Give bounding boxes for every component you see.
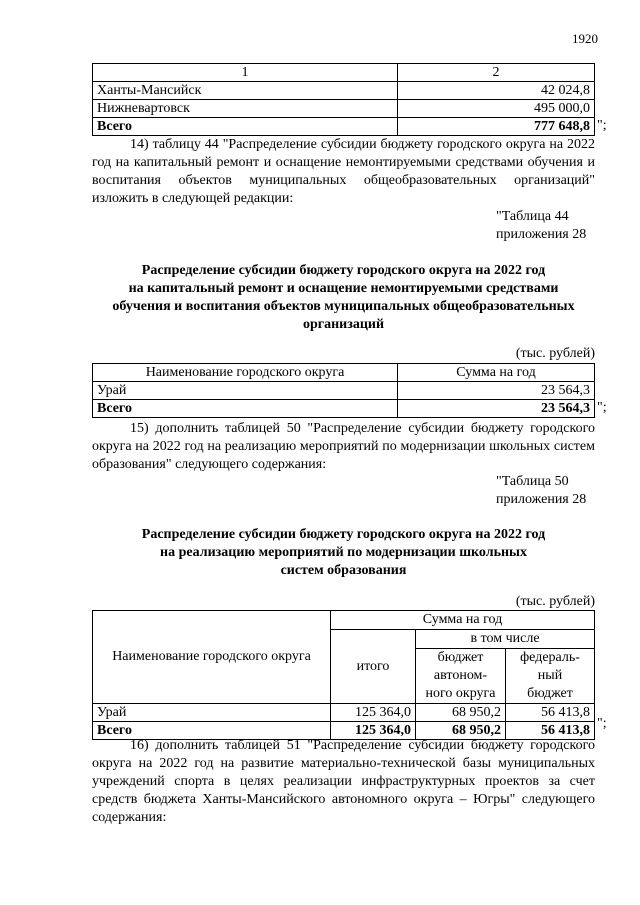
table-total-row [93,118,595,136]
header-line: бюджет [437,650,484,665]
amount-cell: 42 024,8 [398,82,595,100]
city-name-cell: Урай [93,704,331,722]
total-amount-cell: 777 648,8 [398,118,595,136]
header-cell: итого [331,630,416,704]
table-total-row [93,400,595,418]
paragraph-item-14: 14) таблицу 44 "Распределение субсидии бюджету городского округа на 2022 год на капитальный ремонт и оснащение немонтируемыми средствами обучения и воспитания объектов муниципальных общеобразовательных организаций" изложить в следующей редакции: [92,137,595,206]
table-reference-line: "Таблица 50 [496,474,569,489]
header-line: бюджет [527,686,573,701]
table-allocation-previous [92,63,595,136]
amount-cell: 125 364,0 [331,704,416,722]
table-reference-line: приложения 28 [496,492,587,507]
paragraph-item-16: 16) дополнить таблицей 51 "Распределение субсидии бюджету городского округа на 2022 год на развитие материально-технической базы муниципальных учреждений спорта в целях реализации инфраструктурных проектов за счет средств бюджета Ханты-Мансийского автономного округа – Югры" следующего содержания: [92,738,595,825]
closing-quote: "; [597,118,607,133]
heading-line: систем образования [280,563,407,578]
amount-cell: 56 413,8 [506,704,595,722]
closing-quote: "; [597,400,607,415]
table-header-row [93,611,595,630]
amount-cell: 23 564,3 [398,382,595,400]
units-label: (тыс. рублей) [515,594,595,609]
total-amount-cell: 125 364,0 [331,722,416,740]
header-line: ного округа [425,686,496,701]
total-label-cell: Всего [93,400,398,418]
city-name-cell: Урай [93,382,398,400]
heading-line: на капитальный ремонт и оснащение немонтируемыми средствами [128,281,559,296]
amount-cell: 68 950,2 [416,704,506,722]
city-name-cell: Ханты-Мансийск [93,82,398,100]
page-number: 1920 [572,31,598,46]
heading-line: на реализацию мероприятий по модернизации школьных [160,545,527,560]
total-amount-cell: 68 950,2 [416,722,506,740]
table-header-row [93,364,595,382]
table-44 [92,363,595,418]
header-cell: 2 [398,64,595,82]
heading-line: обучения и воспитания объектов муниципальных общеобразовательных [112,299,575,314]
header-cell: Наименование городского округа [93,364,398,382]
paragraph-item-15: 15) дополнить таблицей 50 "Распределение субсидии бюджету городского округа на 2022 год на реализацию мероприятий по модернизации школьных систем образования" следующего содержания: [92,421,595,472]
units-label: (тыс. рублей) [515,346,595,361]
table-reference-line: приложения 28 [496,227,587,242]
total-amount-cell: 23 564,3 [398,400,595,418]
table-row [93,704,595,722]
header-cell: в том числе [416,630,595,649]
table-row [93,100,595,118]
total-label-cell: Всего [93,118,398,136]
total-amount-cell: 56 413,8 [506,722,595,740]
header-cell: 1 [93,64,398,82]
table-reference-line: "Таблица 44 [496,209,569,224]
table-header-row [93,64,595,82]
total-label-cell: Всего [93,722,331,740]
header-cell [416,649,506,704]
header-cell: Сумма на год [331,611,595,630]
header-cell: Сумма на год [398,364,595,382]
header-line: ный [537,668,563,683]
heading-line: Распределение субсидии бюджету городского округа на 2022 год [141,527,546,542]
header-cell [506,649,595,704]
closing-quote: "; [597,716,607,731]
city-name-cell: Нижневартовск [93,100,398,118]
table-row [93,382,595,400]
header-line: автоном- [433,668,488,683]
table-heading [92,526,595,580]
header-cell: Наименование городского округа [93,611,331,704]
table-heading [92,262,595,334]
heading-line: организаций [302,317,385,332]
header-line: федераль- [520,650,580,665]
heading-line: Распределение субсидии бюджету городского округа на 2022 год [141,263,546,278]
table-row [93,82,595,100]
table-50 [92,610,595,740]
amount-cell: 495 000,0 [398,100,595,118]
